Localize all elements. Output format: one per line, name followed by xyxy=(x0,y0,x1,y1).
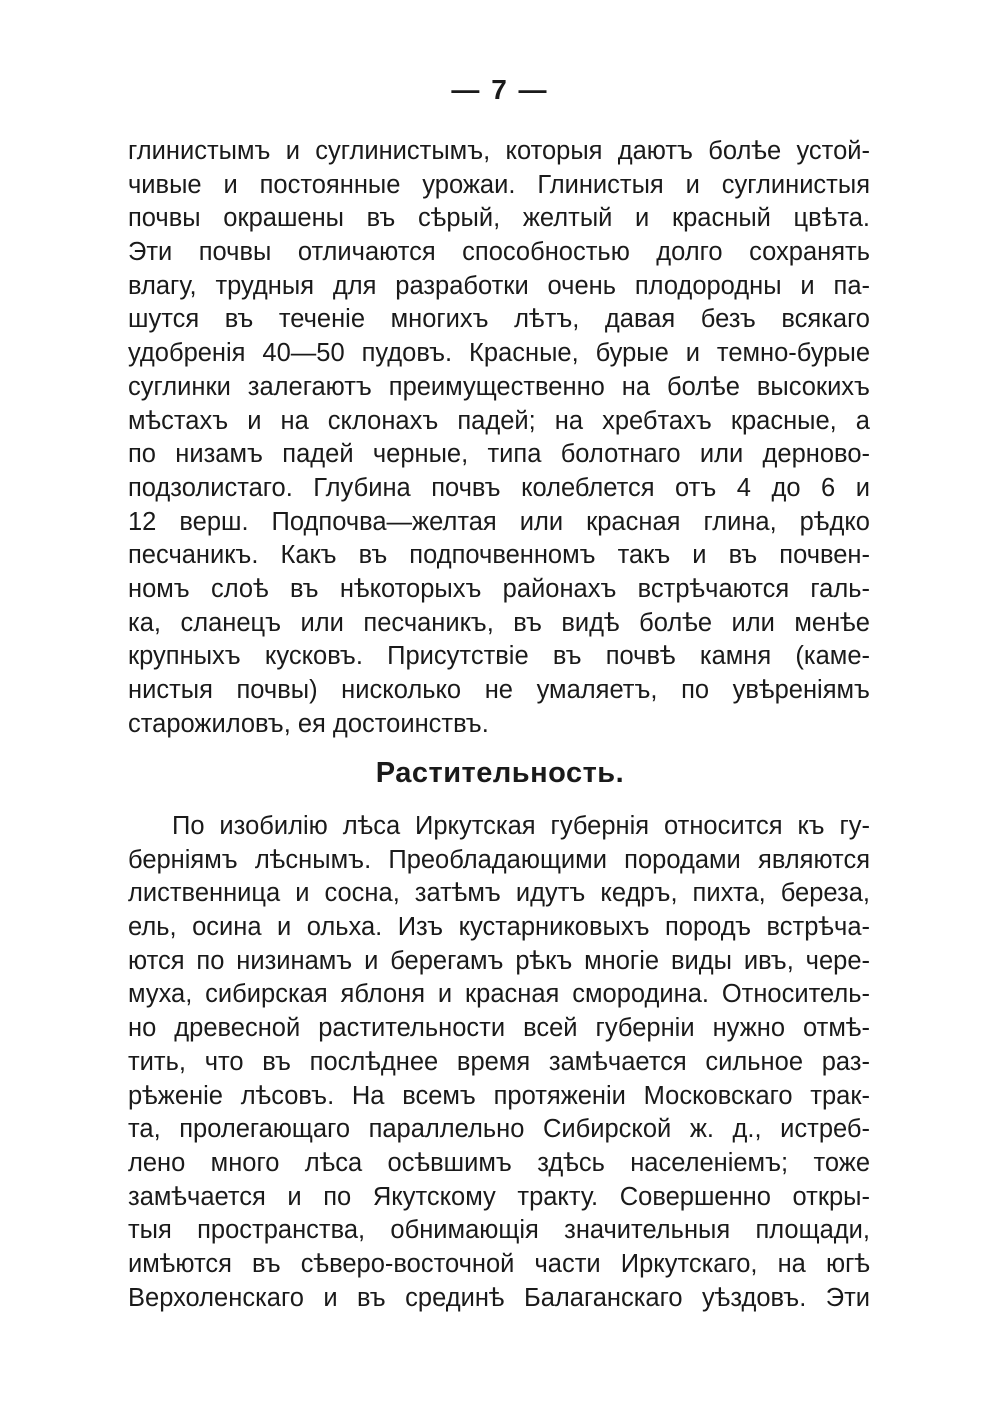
text-line: имѣются въ сѣверо-восточной части Иркутскаго, на югѣ xyxy=(128,1249,870,1278)
text-line: берніямъ лѣснымъ. Преобладающими породами являются xyxy=(128,845,870,874)
text-line: ель, осина и ольха. Изъ кустарниковыхъ породъ встрѣча- xyxy=(128,913,870,942)
text-line: нистыя почвы) нисколько не умаляетъ, по увѣреніямъ xyxy=(128,676,870,704)
text-line: лиственница и сосна, затѣмъ идутъ кедръ, пихта, береза, xyxy=(128,879,870,908)
text-line: почвы окрашены въ сѣрый, желтый и красный цвѣта. xyxy=(128,204,870,233)
text-line: удобренія 40—50 пудовъ. Красные, бурые и темно-бурые xyxy=(128,339,870,368)
text-line: чивые и постоянные урожаи. Глинистыя и суглинистыя xyxy=(128,170,870,199)
text-line: номъ слоѣ въ нѣкоторыхъ районахъ встрѣчаются галь- xyxy=(128,574,870,603)
text-line: влагу, трудныя для разработки очень плодородны и па- xyxy=(128,271,870,300)
text-line: глинистымъ и суглинистымъ, которыя даютъ болѣе устой- xyxy=(128,137,870,165)
text-line: по низамъ падей черные, типа болотнаго или дерново- xyxy=(128,440,870,469)
paragraph-soils xyxy=(128,135,870,741)
text-line: песчаникъ. Какъ въ подпочвенномъ такъ и въ почвен- xyxy=(128,541,870,570)
section-heading: Растительность. xyxy=(375,757,625,789)
text-line: тыя пространства, обнимающія значительныя площади, xyxy=(128,1216,870,1245)
text-line: шутся въ теченіе многихъ лѣтъ, давая безъ всякаго xyxy=(128,305,870,334)
text-line: мѣстахъ и на склонахъ падей; на хребтахъ красные, а xyxy=(128,406,870,435)
page-number: — 7 — xyxy=(451,74,549,105)
text-line: По изобилію лѣса Иркутская губернія относится къ гу- xyxy=(172,812,870,840)
text-line: ка, сланецъ или песчаникъ, въ видѣ болѣе или менѣе xyxy=(128,608,870,637)
text-line: Верхоленскаго и въ срединѣ Балаганскаго уѣздовъ. Эти xyxy=(128,1283,870,1312)
text-line: ются по низинамъ и берегамъ рѣкъ многіе виды ивъ, чере- xyxy=(128,946,870,975)
text-line: рѣженіе лѣсовъ. На всемъ протяженіи Московскаго трак- xyxy=(128,1081,870,1110)
text-line: муха, сибирская яблоня и красная смородина. Относитель- xyxy=(128,980,870,1009)
paragraph-vegetation xyxy=(128,810,870,1315)
text-line: лено много лѣса осѣвшимъ здѣсь населеніемъ; тоже xyxy=(128,1148,870,1177)
text-line: 12 верш. Подпочва—желтая или красная глина, рѣдко xyxy=(128,507,870,536)
text-line: старожиловъ, ея достоинствъ. xyxy=(128,709,489,738)
text-line: суглинки залегаютъ преимущественно на болѣе высокихъ xyxy=(128,372,870,401)
text-line: та, пролегающаго параллельно Сибирской ж. д., истреб- xyxy=(128,1115,870,1144)
text-line: тить, что въ послѣднее время замѣчается сильное раз- xyxy=(128,1047,870,1076)
text-line: замѣчается и по Якутскому тракту. Совершенно откры- xyxy=(128,1182,870,1211)
text-line: но древесной растительности всей губерніи нужно отмѣ- xyxy=(128,1014,870,1043)
text-line: Эти почвы отличаются способностью долго сохранять xyxy=(128,238,870,267)
text-line: крупныхъ кусковъ. Присутствіе въ почвѣ камня (каме- xyxy=(128,642,870,671)
text-line: подзолистаго. Глубина почвъ колеблется отъ 4 до 6 и xyxy=(128,473,870,502)
